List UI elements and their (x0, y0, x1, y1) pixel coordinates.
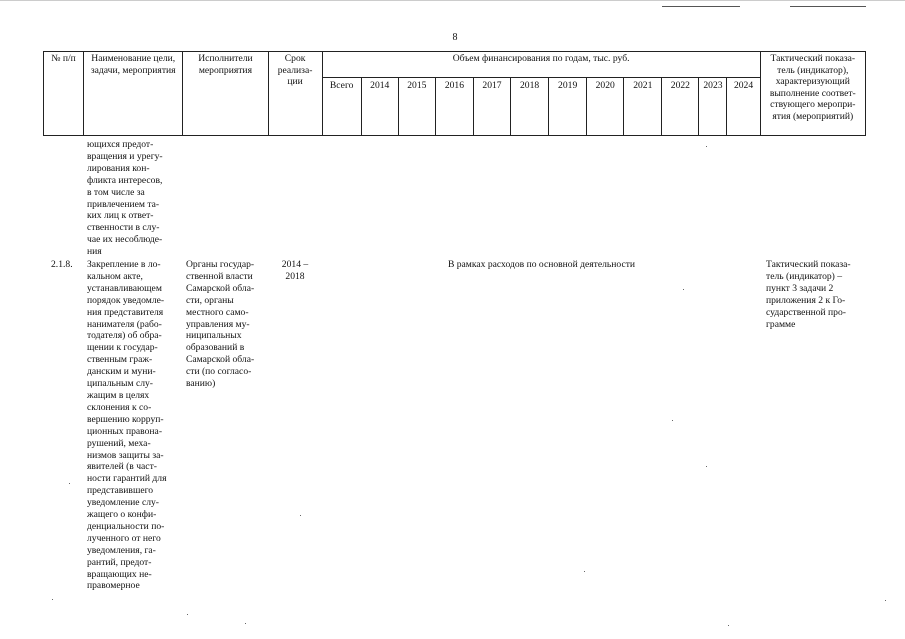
text-line: Самарской обла- (186, 282, 255, 294)
text-line: ющихся предот- (87, 139, 154, 150)
text-line: правомерное (87, 580, 140, 592)
text-line: ванию) (186, 378, 216, 390)
scan-speck (584, 571, 585, 572)
header-year: 2024 (727, 78, 760, 136)
header-year: 2019 (549, 78, 587, 136)
row-term (268, 259, 322, 283)
header-year: 2022 (662, 78, 699, 136)
row-name (87, 259, 180, 592)
scan-speck (52, 599, 53, 600)
text-line: Тактический показа- (766, 259, 851, 270)
text-line: ственным граж- (87, 354, 153, 366)
text-line: щении к государ- (87, 342, 158, 354)
text-line: Самарской обла- (186, 354, 255, 366)
header-num: № п/п (44, 52, 84, 136)
header-year: 2016 (435, 78, 473, 136)
text-line: сти (по согласо- (186, 366, 252, 378)
page-number: 8 (452, 32, 458, 43)
header-executors: Исполнители мероприятия (183, 52, 268, 136)
scan-artifact-line (790, 6, 866, 7)
text-line: ципальным слу- (87, 378, 153, 390)
row-financing: В рамках расходов по основной деятельности (447, 259, 636, 270)
text-line: представившего (87, 485, 154, 497)
text-line: склонения к со- (87, 401, 152, 413)
text-line: денциальности по- (87, 520, 165, 532)
text-line: ниципальных (186, 330, 242, 342)
text-line: Органы государ- (186, 259, 255, 270)
header-year: 2015 (398, 78, 435, 136)
text-line: ственной власти (186, 270, 253, 282)
text-line: вращения и урегу- (87, 150, 163, 162)
text-line: уведомление слу- (87, 497, 159, 509)
row-indicator (766, 259, 864, 330)
text-line: уведомления, га- (87, 544, 156, 556)
text-line: явителей (в част- (87, 461, 157, 473)
text-line: низмов защиты за- (87, 449, 164, 461)
scan-speck (300, 515, 301, 516)
scan-speck (672, 420, 673, 421)
scan-speck (885, 600, 886, 601)
header-year: 2018 (511, 78, 549, 136)
header-year: 2023 (699, 78, 727, 136)
scan-speck (69, 483, 70, 484)
text-line: ния (87, 246, 102, 258)
text-line: рантий, предот- (87, 556, 152, 568)
scan-artifact-line (662, 6, 740, 7)
text-line: пункт 3 задачи 2 (766, 282, 834, 294)
text-line: вращающих не- (87, 568, 152, 580)
text-line: вершению корруп- (87, 413, 164, 425)
text-line: жащим в целях (87, 389, 150, 401)
text-line: образований в (186, 342, 245, 354)
scan-speck (187, 614, 188, 615)
text-line: фликта интересов, (87, 174, 163, 186)
text-line: сударственной про- (766, 306, 846, 318)
text-line: сти, органы (186, 294, 234, 306)
scan-artifact-line (0, 0, 905, 1)
scan-speck (683, 289, 684, 290)
text-line: чае их несоблюде- (87, 234, 163, 246)
text-line: порядок уведомле- (87, 294, 165, 306)
header-year: 2020 (587, 78, 624, 136)
header-term: Срок реализа-ции (268, 52, 322, 136)
text-line: тель (индикатор) – (766, 270, 843, 282)
text-line: в том числе за (87, 186, 145, 198)
text-line: жащего о конфи- (87, 509, 157, 521)
scan-speck (245, 623, 246, 624)
text-line: ности гарантий для (87, 473, 167, 485)
header-name: Наименование цели, задачи, мероприятия (84, 52, 183, 136)
header-year: 2014 (361, 78, 398, 136)
scan-speck (728, 625, 729, 626)
header-financing: Объем финансирования по годам, тыс. руб. (322, 52, 760, 78)
table-header (43, 51, 866, 136)
header-indicator: Тактический показа-тель (индикатор), характеризующий выполнение соответ-ствующего меропри-ятия (мероприятий) (760, 52, 865, 136)
text-line: устанавливающем (87, 282, 162, 294)
text-line: 2014 – (281, 259, 309, 270)
text-line: грамме (766, 318, 796, 330)
text-line: ких лиц к ответ- (87, 210, 154, 222)
text-line: лученного от него (87, 532, 161, 544)
text-line: 2018 (285, 270, 305, 282)
scan-speck (706, 466, 707, 467)
text-line: привлечением та- (87, 198, 160, 210)
header-total: Всего (322, 78, 361, 136)
header-year: 2017 (473, 78, 510, 136)
text-line: данским и муни- (87, 366, 156, 378)
continuation-text (87, 139, 180, 258)
text-line: ния представителя (87, 306, 164, 318)
text-line: ственности в слу- (87, 222, 160, 234)
text-line: местного само- (186, 306, 249, 318)
row-number: 2.1.8. (51, 259, 73, 270)
text-line: лирования кон- (87, 162, 150, 174)
text-line: Закрепление в ло- (87, 259, 161, 270)
text-line: управления му- (186, 318, 250, 330)
text-line: нанимателя (рабо- (87, 318, 162, 330)
text-line: тодателя) об обра- (87, 330, 162, 342)
scan-speck (706, 146, 707, 147)
text-line: рушений, меха- (87, 437, 151, 449)
text-line: ционных правона- (87, 425, 163, 437)
row-executors (186, 259, 266, 390)
text-line: приложения 2 к Го- (766, 294, 846, 306)
header-year: 2021 (624, 78, 662, 136)
text-line: кальном акте, (87, 270, 143, 282)
